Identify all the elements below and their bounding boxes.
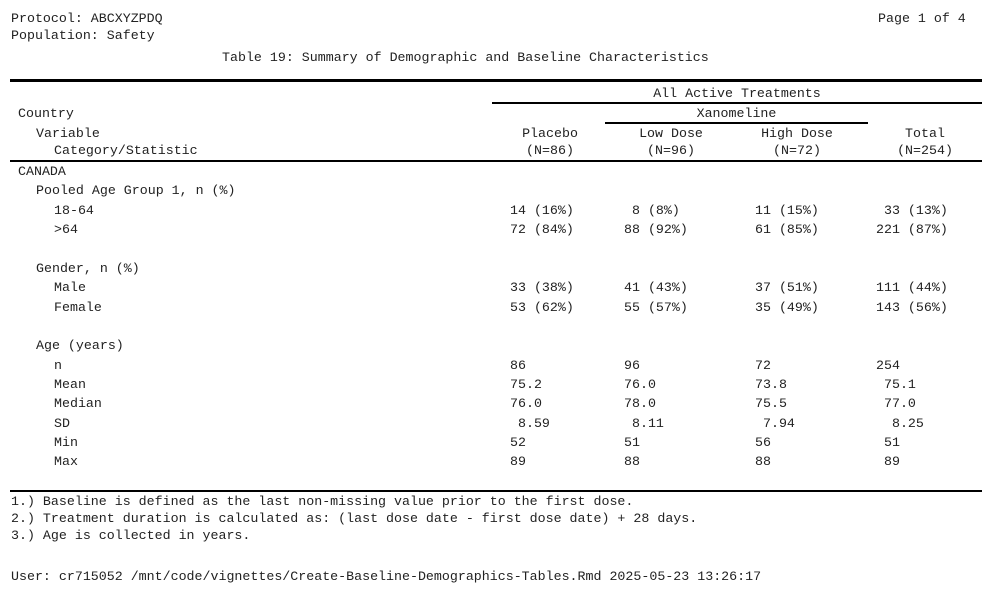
row-label: Gender, n (%) — [36, 261, 140, 276]
program-footer: User: cr715052 /mnt/code/vignettes/Create-Baseline-Demographics-Tables.Rmd 2025-05-23 13:26:17 — [11, 569, 762, 584]
cell-high-dose: 73.8 — [755, 377, 787, 392]
cell-placebo: 14 (16%) — [510, 203, 574, 218]
cell-low-dose: 8.11 — [624, 416, 664, 431]
population-label: Population: Safety — [11, 28, 155, 43]
table-title: Table 19: Summary of Demographic and Baseline Characteristics — [222, 50, 709, 65]
row-label: Male — [54, 280, 86, 295]
row-label: Max — [54, 454, 78, 469]
footnote-3: 3.) Age is collected in years. — [11, 528, 251, 543]
col-placebo-n: (N=86) — [526, 143, 574, 158]
header-bottom-rule — [10, 160, 982, 162]
spanner-all-active-treatments: All Active Treatments — [653, 86, 821, 101]
col-placebo-label: Placebo — [522, 126, 578, 141]
col-high-dose-label: High Dose — [761, 126, 833, 141]
row-label: Age (years) — [36, 338, 124, 353]
cell-high-dose: 11 (15%) — [755, 203, 819, 218]
cell-high-dose: 88 — [755, 454, 771, 469]
cell-high-dose: 7.94 — [755, 416, 795, 431]
row-label: Median — [54, 396, 102, 411]
cell-placebo: 89 — [510, 454, 526, 469]
cell-low-dose: 51 — [624, 435, 640, 450]
cell-total: 143 (56%) — [876, 300, 948, 315]
cell-total: 221 (87%) — [876, 222, 948, 237]
xanomeline-spanner-rule — [605, 122, 868, 124]
table-bottom-rule — [10, 490, 982, 492]
cell-total: 33 (13%) — [876, 203, 948, 218]
cell-placebo: 52 — [510, 435, 526, 450]
cell-low-dose: 8 (8%) — [624, 203, 680, 218]
cell-placebo: 75.2 — [510, 377, 542, 392]
cell-low-dose: 88 — [624, 454, 640, 469]
row-label: Female — [54, 300, 102, 315]
cell-low-dose: 88 (92%) — [624, 222, 688, 237]
row-label: 18-64 — [54, 203, 94, 218]
row-label: Mean — [54, 377, 86, 392]
footnote-1: 1.) Baseline is defined as the last non-missing value prior to the first dose. — [11, 494, 634, 509]
cell-high-dose: 37 (51%) — [755, 280, 819, 295]
col-high-dose-n: (N=72) — [773, 143, 821, 158]
row-label: >64 — [54, 222, 78, 237]
row-label: n — [54, 358, 62, 373]
cell-total: 254 — [876, 358, 900, 373]
cell-low-dose: 76.0 — [624, 377, 656, 392]
cell-total: 75.1 — [876, 377, 916, 392]
row-header-category: Category/Statistic — [54, 143, 198, 158]
page-number: Page 1 of 4 — [878, 11, 966, 26]
cell-total: 51 — [876, 435, 900, 450]
cell-high-dose: 35 (49%) — [755, 300, 819, 315]
col-total-n: (N=254) — [897, 143, 953, 158]
cell-total: 8.25 — [876, 416, 924, 431]
row-label: Pooled Age Group 1, n (%) — [36, 183, 236, 198]
cell-high-dose: 75.5 — [755, 396, 787, 411]
cell-total: 77.0 — [876, 396, 916, 411]
cell-low-dose: 78.0 — [624, 396, 656, 411]
cell-total: 111 (44%) — [876, 280, 948, 295]
cell-high-dose: 61 (85%) — [755, 222, 819, 237]
cell-placebo: 33 (38%) — [510, 280, 574, 295]
spanner-xanomeline: Xanomeline — [696, 106, 777, 121]
cell-placebo: 72 (84%) — [510, 222, 574, 237]
row-label: SD — [54, 416, 70, 431]
protocol-label: Protocol: ABCXYZPDQ — [11, 11, 163, 26]
row-label: Min — [54, 435, 78, 450]
row-header-variable: Variable — [36, 126, 100, 141]
top-rule — [10, 79, 982, 82]
cell-high-dose: 56 — [755, 435, 771, 450]
cell-placebo: 86 — [510, 358, 526, 373]
footnote-2: 2.) Treatment duration is calculated as: (last dose date - first dose date) + 28 days. — [11, 511, 698, 526]
all-active-spanner-rule — [492, 102, 982, 104]
cell-low-dose: 55 (57%) — [624, 300, 688, 315]
col-total-label: Total — [905, 126, 945, 141]
cell-low-dose: 41 (43%) — [624, 280, 688, 295]
cell-placebo: 8.59 — [510, 416, 550, 431]
row-label: CANADA — [18, 164, 66, 179]
col-low-dose-label: Low Dose — [639, 126, 703, 141]
cell-placebo: 76.0 — [510, 396, 542, 411]
cell-low-dose: 96 — [624, 358, 640, 373]
col-low-dose-n: (N=96) — [647, 143, 695, 158]
cell-total: 89 — [876, 454, 900, 469]
cell-placebo: 53 (62%) — [510, 300, 574, 315]
row-header-country: Country — [18, 106, 74, 121]
cell-high-dose: 72 — [755, 358, 771, 373]
